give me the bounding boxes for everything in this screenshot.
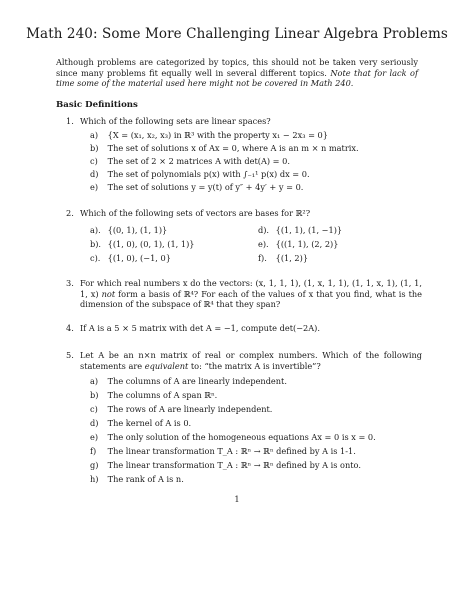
item-label: e).	[258, 239, 269, 249]
q2-item-c	[90, 253, 171, 264]
question-number: 4.	[66, 323, 74, 333]
q2-item-e	[258, 239, 338, 250]
question-4	[56, 323, 422, 335]
item-label: b).	[90, 239, 102, 249]
item-label: c).	[90, 253, 101, 263]
item-label: b)	[90, 390, 99, 400]
q5-item-a	[90, 376, 287, 387]
question-text-part1: For which real numbers x do the vectors: (x, 1, 1, 1), (1, x, 1, 1), (1, 1, x, 1), (1, 1, 1, x)	[80, 278, 422, 299]
item-label: d)	[90, 169, 99, 179]
emphasis-equivalent: equivalent	[144, 360, 189, 371]
q5-item-d	[90, 418, 191, 429]
item-label: f)	[90, 446, 97, 456]
item-label: b)	[90, 143, 99, 153]
question-2	[56, 208, 422, 220]
item-text: The set of 2 × 2 matrices A with det(A) = 0.	[107, 156, 290, 166]
item-text: The set of polynomials p(x) with ∫₋₁¹ p(x) dx = 0.	[107, 169, 310, 179]
emphasis-not: not	[101, 288, 116, 299]
document-title: Math 240: Some More Challenging Linear Algebra Problems	[26, 26, 448, 42]
question-number: 3.	[66, 278, 74, 288]
q1-item-b	[90, 143, 359, 154]
item-label: g)	[90, 460, 99, 470]
item-text: The kernel of A is 0.	[107, 418, 192, 428]
item-label: c)	[90, 404, 98, 414]
item-label: a)	[90, 130, 99, 140]
item-text: {((1, 1), (2, 2)}	[275, 239, 339, 249]
item-text: The set of solutions y = y(t) of y″ + 4y′ + y = 0.	[107, 182, 304, 192]
q1-item-e	[90, 182, 303, 193]
q1-item-d	[90, 169, 310, 180]
q5-item-e	[90, 432, 376, 443]
question-text-part1: Let A be an n×n matrix of real or complex numbers. Which of the following statements are	[80, 350, 422, 371]
item-label: f).	[258, 253, 267, 263]
q5-item-h	[90, 474, 184, 485]
item-label: e)	[90, 432, 99, 442]
question-text	[80, 278, 422, 310]
item-text: The linear transformation T_A : ℝⁿ → ℝⁿ defined by A is onto.	[107, 460, 361, 470]
item-text: {(1, 0), (0, 1), (1, 1)}	[107, 239, 195, 249]
item-label: d)	[90, 418, 99, 428]
question-text	[80, 350, 422, 371]
item-label: a).	[90, 225, 101, 235]
item-text: The rank of A is n.	[107, 474, 184, 484]
item-label: e)	[90, 182, 99, 192]
intro-paragraph	[56, 57, 418, 89]
item-text: {(1, 0), (−1, 0}	[107, 253, 171, 263]
q2-item-b	[90, 239, 194, 250]
item-text: The columns of A are linearly independent.	[107, 376, 287, 386]
question-text-part2: to: “the matrix A is invertible”?	[190, 360, 321, 371]
item-text: {(1, 2)}	[275, 253, 309, 263]
item-text: {(0, 1), (1, 1)}	[107, 225, 168, 235]
item-label: c)	[90, 156, 98, 166]
item-text: {X = (x₁, x₂, x₃) in ℝ³ with the property x₁ − 2x₃ = 0}	[107, 130, 328, 140]
question-prompt: Which of the following sets of vectors are bases for ℝ²?	[80, 208, 311, 218]
q5-item-f	[90, 446, 356, 457]
question-number: 5.	[66, 350, 74, 360]
item-text: The columns of A span ℝⁿ.	[107, 390, 218, 400]
q5-item-g	[90, 460, 361, 471]
item-text: The linear transformation T_A : ℝⁿ → ℝⁿ defined by A is 1-1.	[107, 446, 356, 456]
page-number: 1	[234, 494, 240, 504]
q2-item-f	[258, 253, 308, 264]
item-label: a)	[90, 376, 99, 386]
q1-item-a	[90, 130, 328, 141]
question-5	[56, 350, 422, 374]
q5-item-b	[90, 390, 217, 401]
item-text: The only solution of the homogeneous equations Ax = 0 is x = 0.	[107, 432, 376, 442]
item-label: h)	[90, 474, 99, 484]
question-text-part2: form a basis of ℝ⁴? For each of the values of x that you find, what is the dimension of the subspace of ℝ⁴ that they span?	[80, 288, 422, 310]
question-text: If A is a 5 × 5 matrix with det A = −1, compute det(−2A).	[80, 323, 320, 333]
item-text: The rows of A are linearly independent.	[107, 404, 273, 414]
q2-item-d	[258, 225, 342, 236]
item-text: {(1, 1), (1, −1)}	[275, 225, 343, 235]
intro-text: Although problems are categorized by topics, this should not be taken very seriously since many problems fit equally well in several different topics.	[56, 57, 418, 78]
item-label: d).	[258, 225, 270, 235]
question-prompt: Which of the following sets are linear spaces?	[80, 116, 271, 126]
question-1	[56, 116, 422, 128]
question-3	[56, 278, 422, 312]
question-number: 1.	[66, 116, 74, 126]
question-number: 2.	[66, 208, 74, 218]
section-heading: Basic Definitions	[56, 100, 138, 110]
q2-item-a	[90, 225, 167, 236]
q5-item-c	[90, 404, 272, 415]
item-text: The set of solutions x of Ax = 0, where A is an m × n matrix.	[107, 143, 359, 153]
intro-note: Note that for lack of time some of the material used here might not be covered in Math 240.	[56, 67, 418, 89]
q1-item-c	[90, 156, 290, 167]
